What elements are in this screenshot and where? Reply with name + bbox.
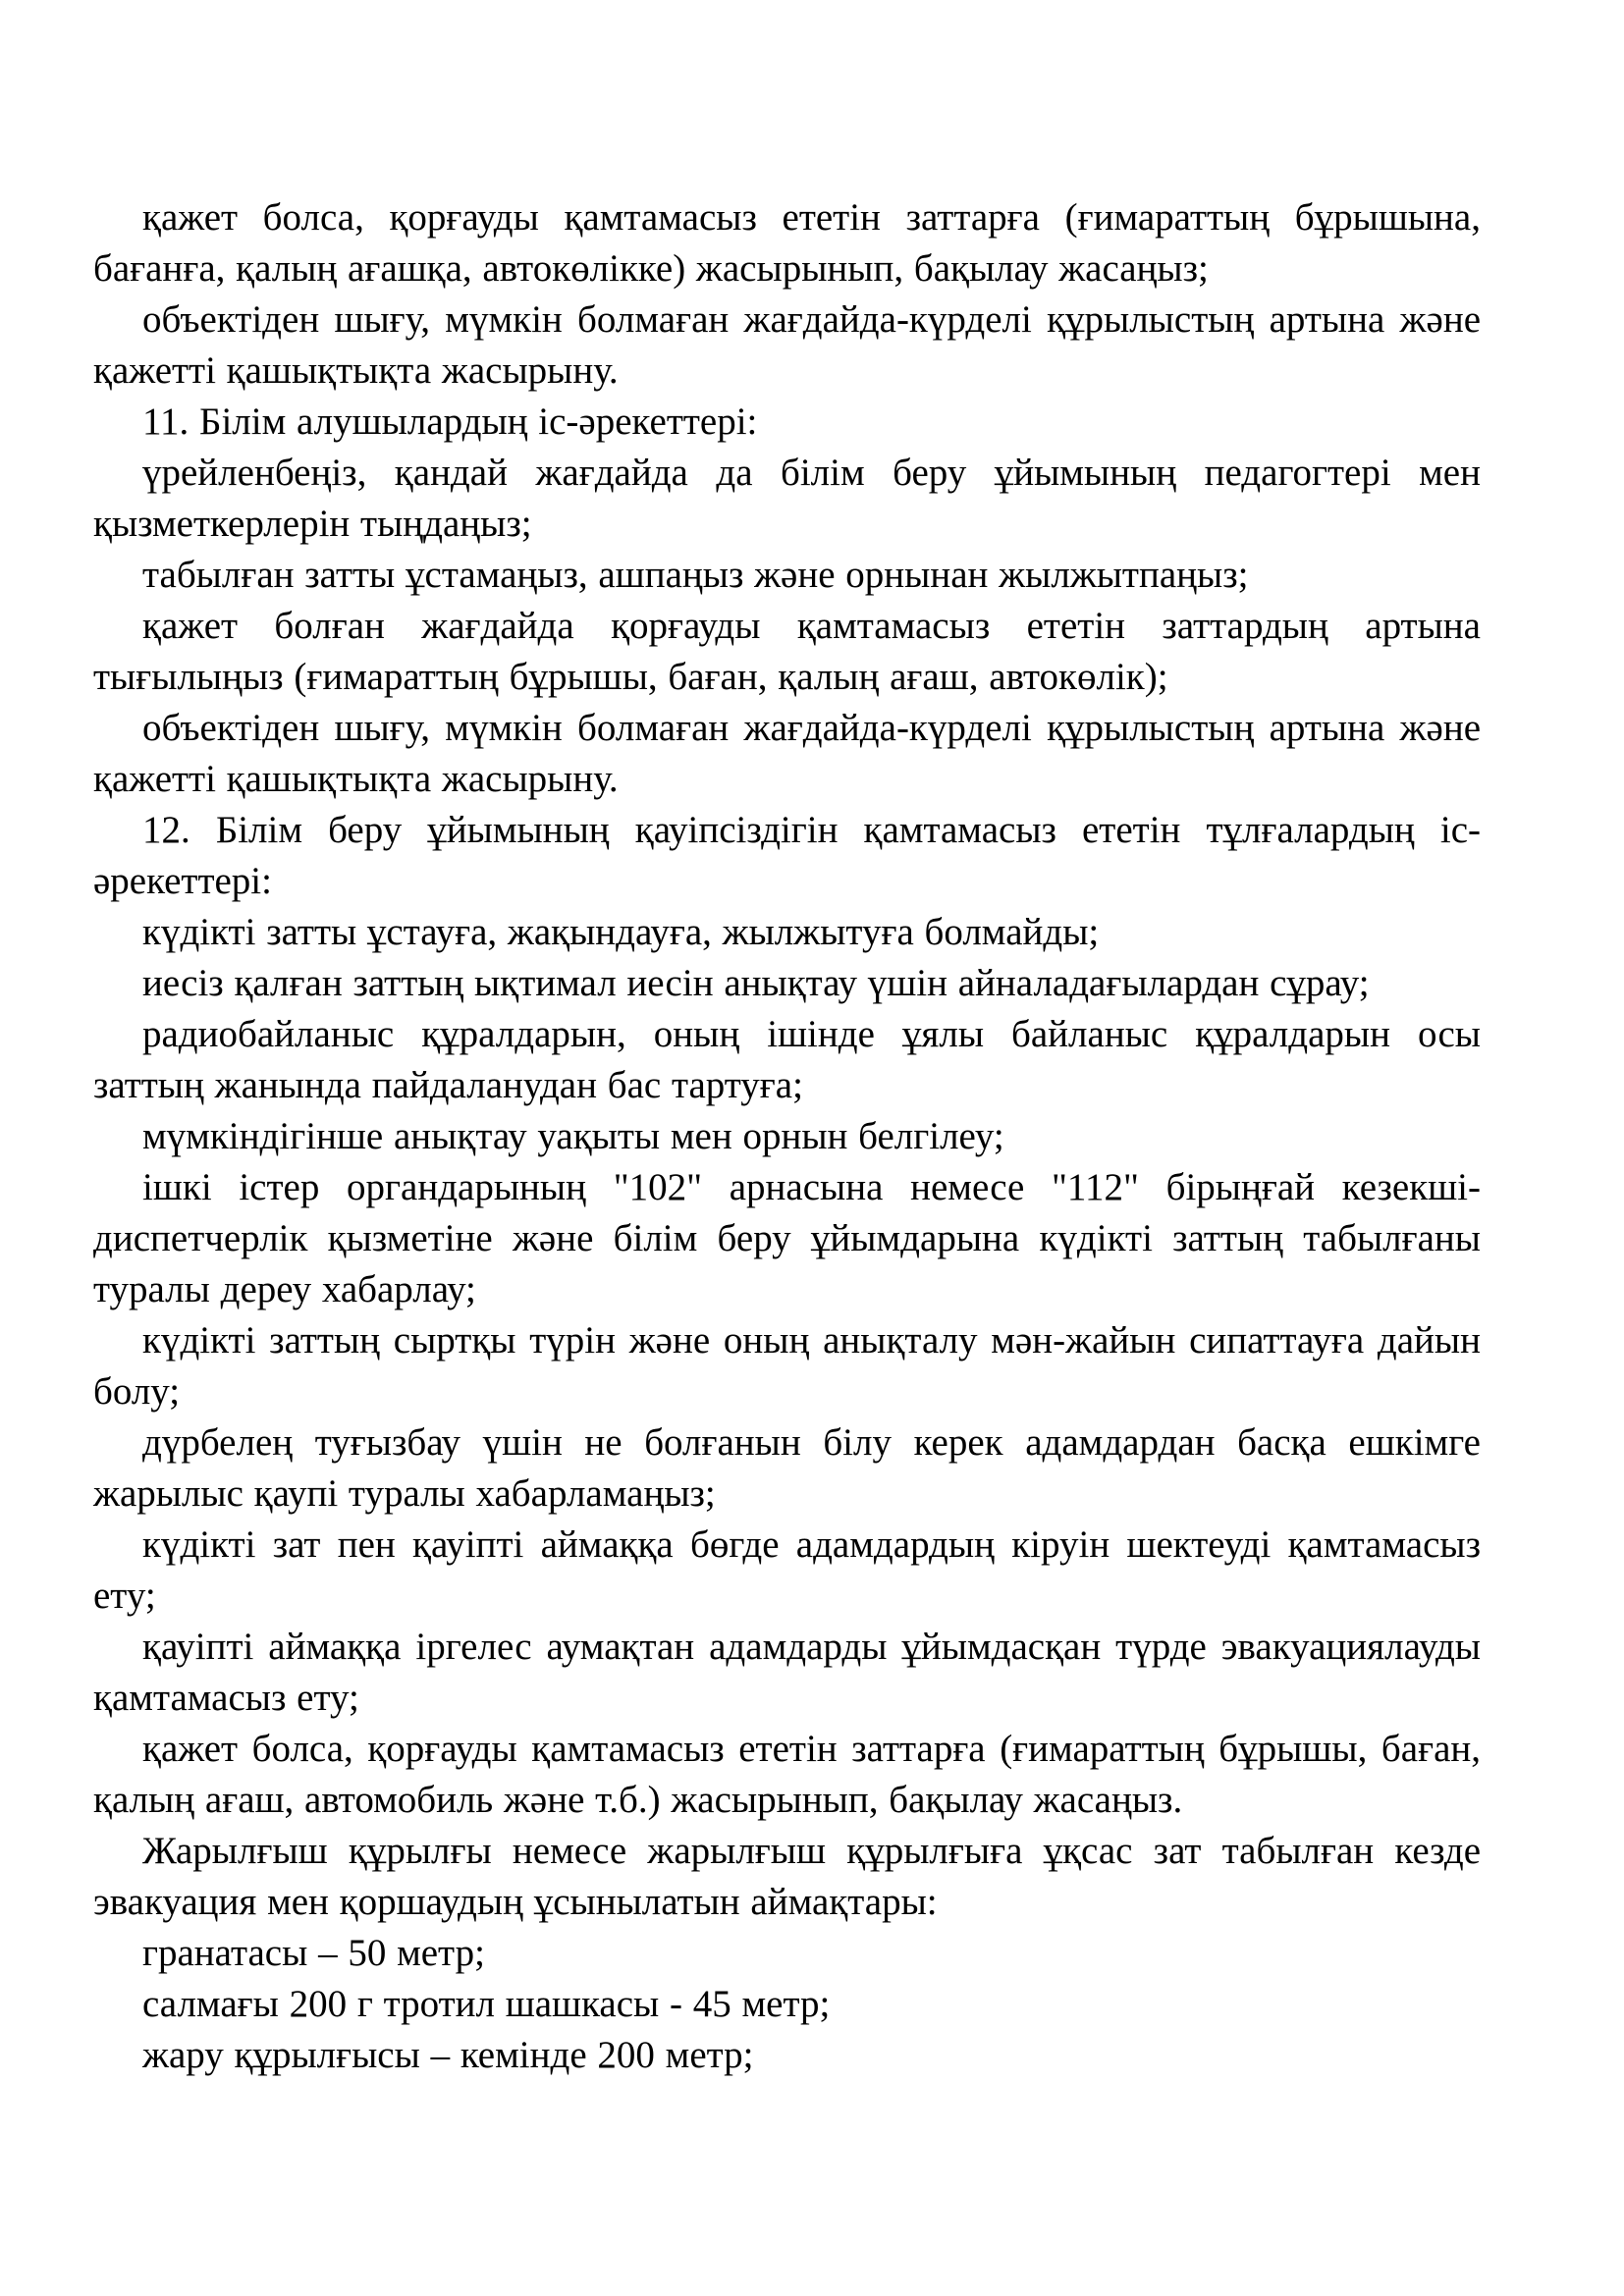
paragraph-avoid-panic-info: дүрбелең туғызбау үшін не болғанын білу керек адамдардан басқа ешкімге жарылыс қаупі туралы хабарламаңыз; — [93, 1421, 1481, 1515]
paragraph-no-touch-suspicious: күдікті затты ұстауға, жақындауға, жылжытуға болмайды; — [142, 911, 1100, 953]
section-heading-11: 11. Білім алушылардың іс-әрекеттері: — [142, 400, 758, 443]
paragraph-exit-object-repeat: объектіден шығу, мүмкін болмаған жағдайда-күрделі құрылыстың артына және қажетті қашықтықта жасырыну. — [93, 707, 1481, 800]
paragraph-take-cover: қажет болған жағдайда қорғауды қамтамасыз ететін заттардың артына тығылыңыз (ғимараттың бұрышы, баған, қалың ағаш, автокөлік); — [93, 605, 1481, 698]
paragraph-describe-object: күдікті заттың сыртқы түрін және оның анықталу мән-жайын сипаттауға дайын болу; — [93, 1319, 1481, 1413]
paragraph-instruction-hide-observe: қажет болса, қорғауды қамтамасыз ететін заттарға (ғимараттың бұрышына, бағанға, қалың ағашқа, автокөлікке) жасырынып, бақылау жасаңыз; — [93, 196, 1481, 290]
paragraph-hide-observe-repeat: қажет болса, қорғауды қамтамасыз ететін заттарға (ғимараттың бұрышы, баған, қалың ағаш, автомобиль және т.б.) жасырынып, бақылау жасаңыз. — [93, 1728, 1481, 1821]
paragraph-grenade-distance: гранатасы – 50 метр; — [142, 1932, 485, 1974]
paragraph-organized-evacuation: қауіпті аймаққа іргелес аумақтан адамдарды ұйымдасқан түрде эвакуациялауды қамтамасыз ету; — [93, 1626, 1481, 1719]
paragraph-ask-bystanders: иесіз қалған заттың ықтимал иесін анықтау үшін айналадағылардан сұрау; — [142, 962, 1370, 1004]
paragraph-restrict-access: күдікті зат пен қауіпті аймаққа бөгде адамдардың кіруін шектеуді қамтамасыз ету; — [93, 1523, 1481, 1617]
paragraph-instruction-exit-object: объектіден шығу, мүмкін болмаған жағдайда-күрделі құрылыстың артына және қажетті қашықтықта жасырыну. — [93, 298, 1481, 392]
paragraph-do-not-touch: табылған затты ұстамаңыз, ашпаңыз және орнынан жылжытпаңыз; — [142, 554, 1249, 596]
paragraph-evacuation-zones-intro: Жарылғыш құрылғы немесе жарылғыш құрылғыға ұқсас зат табылған кезде эвакуация мен қоршаудың ұсынылатын аймақтары: — [93, 1830, 1481, 1923]
paragraph-record-time-place: мүмкіндігінше анықтау уақыты мен орнын белгілеу; — [142, 1115, 1004, 1157]
paragraph-no-radio-devices: радиобайланыс құралдарын, оның ішінде ұялы байланыс құралдарын осы заттың жанында пайдаланудан бас тартуға; — [93, 1013, 1481, 1106]
section-heading-12: 12. Білім беру ұйымының қауіпсіздігін қамтамасыз ететін тұлғалардың іс-әрекеттері: — [93, 809, 1481, 902]
paragraph-call-102-112: ішкі істер органдарының "102" арнасына немесе "112" бірыңғай кезекші-диспетчерлік қызметіне және білім беру ұйымдарына күдікті заттың табылғаны туралы дереу хабарлау; — [93, 1166, 1481, 1310]
paragraph-do-not-panic: үрейленбеңіз, қандай жағдайда да білім беру ұйымының педагогтері мен қызметкерлерін тыңдаңыз; — [93, 452, 1481, 545]
paragraph-detonator-distance: жару құрылғысы – кемінде 200 метр; — [142, 2034, 754, 2076]
paragraph-tnt-distance: салмағы 200 г тротил шашкасы - 45 метр; — [142, 1983, 831, 2025]
